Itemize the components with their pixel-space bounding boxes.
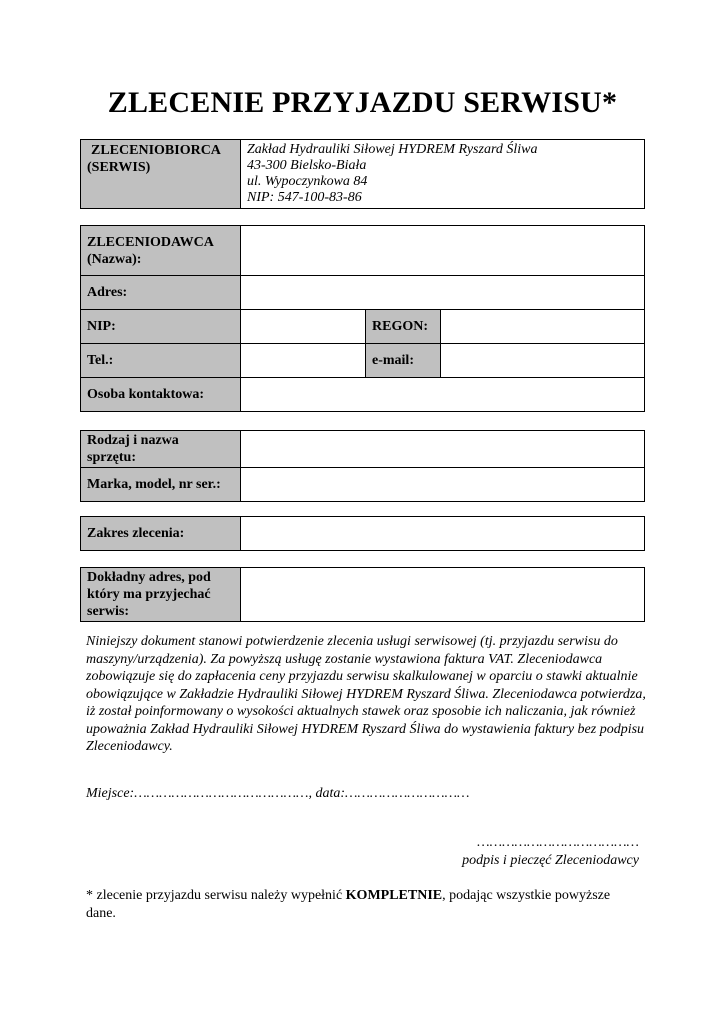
document-title: ZLECENIE PRZYJAZDU SERWISU* [107, 86, 618, 119]
client-contact-cell [241, 378, 645, 412]
client-contact-label: Osoba kontaktowa: [81, 378, 241, 412]
equipment-model-cell [241, 468, 645, 502]
client-name-label-line1: ZLECENIODAWCA [87, 234, 214, 250]
equipment-model-label: Marka, model, nr ser.: [81, 468, 241, 502]
client-tel-label: Tel.: [81, 344, 241, 378]
scope-field[interactable] [247, 526, 638, 542]
client-nip-label: NIP: [81, 310, 241, 344]
client-regon-label: REGON: [366, 310, 441, 344]
scope-table [80, 516, 645, 551]
client-address-cell [241, 276, 645, 310]
contractor-label [81, 140, 241, 209]
footnote-text-after: , podając wszystkie powyższe dane. [86, 888, 611, 921]
client-contact-field[interactable] [247, 387, 638, 403]
contractor-label-line1: ZLECENIOBIORCA [91, 143, 221, 158]
client-name-label [81, 226, 241, 276]
notice-paragraph: Niniejszy dokument stanowi potwierdzenie zlecenia usługi serwisowej (tj. przyjazdu serwisu do maszyny/urządzenia). Za powyższą usługę zostanie wystawiona faktura VAT. Zleceniodawca zobowiązuje się do zapłacenia ceny przyjazdu serwisu skalkulowanej w oparciu o stawki aktualnie obowiązujące w Zakładzie Hydrauliki Siłowej HYDREM Ryszard Śliwa. Zleceniodawca potwierdza, iż został poinformowany o wysokości aktualnych stawek oraz sposobie ich naliczania, jak również upoważnia Zakład Hydrauliki Siłowej HYDREM Ryszard Śliwa do wystawienia faktury bez podpisu Zleceniodawcy. [86, 634, 646, 754]
client-email-field[interactable] [447, 353, 638, 369]
location-label-line3: serwis: [87, 604, 129, 619]
contractor-company: Zakład Hydrauliki Siłowej HYDREM Ryszard Śliwa [247, 142, 538, 157]
signature-caption: podpis i pieczęć Zleceniodawcy [462, 853, 639, 868]
location-table [80, 567, 645, 622]
location-label-line1: Dokładny adres, pod [87, 570, 211, 585]
contractor-details [241, 140, 645, 209]
place-date-line: Miejsce:……………………………………, data:………………………… [86, 786, 470, 801]
equipment-type-label-line1: Rodzaj i nazwa [87, 433, 179, 448]
client-email-cell [441, 344, 645, 378]
equipment-table [80, 430, 645, 502]
contractor-label-line2: (SERWIS) [87, 160, 151, 175]
client-nip-cell [241, 310, 366, 344]
footnote [86, 887, 641, 922]
contractor-table [80, 139, 645, 209]
client-name-field[interactable] [247, 243, 638, 259]
client-name-label-line2: (Nazwa): [87, 251, 142, 267]
client-name-cell [241, 226, 645, 276]
client-nip-field[interactable] [247, 319, 359, 335]
client-table [80, 225, 645, 412]
contractor-street: ul. Wypoczynkowa 84 [247, 174, 368, 189]
client-address-label: Adres: [81, 276, 241, 310]
location-label-line2: który ma przyjechać [87, 587, 211, 602]
footnote-emphasis: KOMPLETNIE [345, 888, 443, 903]
contractor-nip: NIP: 547-100-83-86 [247, 190, 362, 205]
equipment-type-cell [241, 431, 645, 468]
equipment-type-label [81, 431, 241, 468]
client-regon-cell [441, 310, 645, 344]
client-email-label: e-mail: [366, 344, 441, 378]
equipment-type-label-line2: sprzętu: [87, 450, 136, 465]
location-label [81, 568, 241, 622]
signature-line: ………………………………… [477, 835, 639, 850]
scope-label: Zakres zlecenia: [81, 517, 241, 551]
location-cell [241, 568, 645, 622]
equipment-model-field[interactable] [247, 477, 638, 493]
client-address-field[interactable] [247, 285, 638, 301]
footnote-text-before: * zlecenie przyjazdu serwisu należy wypełnić [86, 888, 346, 903]
scope-cell [241, 517, 645, 551]
client-tel-cell [241, 344, 366, 378]
equipment-type-field[interactable] [247, 441, 638, 457]
client-regon-field[interactable] [447, 319, 638, 335]
client-tel-field[interactable] [247, 353, 359, 369]
contractor-postal: 43-300 Bielsko-Biała [247, 158, 367, 173]
location-field[interactable] [247, 587, 638, 603]
